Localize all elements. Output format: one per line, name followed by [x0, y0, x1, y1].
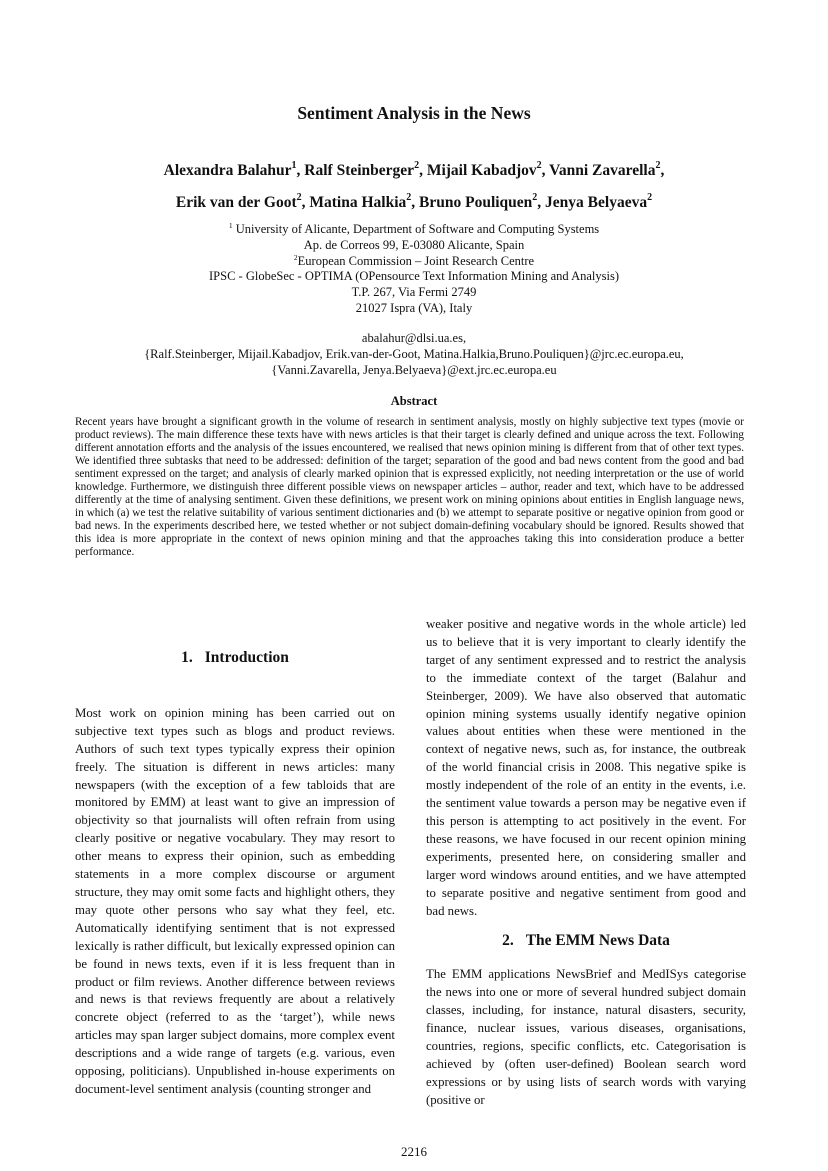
abstract-heading: Abstract	[390, 394, 438, 408]
author-name: Vanni Zavarella	[549, 162, 656, 179]
affiliation-1-address: Ap. de Correos 99, E-03080 Alicante, Spain	[303, 237, 525, 252]
affiliation-mark: 2	[293, 252, 298, 262]
email-block	[40, 331, 788, 378]
author-affiliation-mark: 2	[414, 160, 420, 171]
affiliation-2-address-line-2: 21027 Ispra (VA), Italy	[355, 300, 473, 315]
right-column	[426, 616, 746, 1110]
email-line-1: abalahur@dlsi.ua.es,	[361, 331, 467, 345]
author-separator: ,	[301, 194, 310, 211]
affiliations	[60, 222, 768, 317]
introduction-paragraph: Most work on opinion mining has been carried out on subjective text types such as blogs and product reviews. Authors of such text types typically express their opinion freely. The situation is different in news articles: many newspapers (with the exception of a few tabloids that are monitored by EMM) at least want to give an impression of objectivity so that journalists will often refrain from using clearly positive or negative vocabulary. They may resort to other means to express their opinion, such as embedding statements in a more complex discourse or argument structure, they may omit some facts and highlight others, they may quote other persons who say what they feel, etc. Automatically identifying sentiment that is not expressed lexically is rather difficult, but lexically expressed opinion can be found in news texts, even if it is less frequent than in product or film reviews. Another difference between reviews and news is that reviews frequently are about a relatively concrete object (referred to as the ‘target’), while news articles may span larger subject domains, more complex event descriptions and a wide range of targets (e.g. various, even opposing, politicians). Unpublished in-house experiments on document-level sentiment analysis (counting stronger and	[75, 705, 395, 1096]
abstract-text: Recent years have brought a significant growth in the volume of research in sentiment analysis, mostly on highly subjective text types (movie or product reviews). The main difference these texts have with news articles is that their target is clearly defined and unique across the text. Following different annotation efforts and the analysis of the issues encountered, we realised that news opinion mining is different from that of other text types. We identified three subtasks that need to be addressed: definition of the target; separation of the good and bad news content from the good and bad sentiment expressed on the target; and analysis of clearly marked opinion that is expressed explicitly, not needing interpretation or the use of world knowledge. Furthermore, we distinguish three different possible views on newspaper articles – author, reader and text, which have to be addressed differently at the time of analysing sentiment. Given these definitions, we present work on mining opinions about entities in English language news, in which (a) we test the relative suitability of various sentiment dictionaries and (b) we attempt to separate positive or negative opinion from good or bad news. In the experiments described here, we tested whether or not subject domain-defining vocabulary should be ignored. Results showed that this idea is more appropriate in the context of news opinion mining and that the approaches taking this into consideration produce a better performance.	[75, 416, 744, 559]
author	[164, 162, 305, 179]
affiliation-name: European Commission – Joint Research Centre	[297, 253, 535, 268]
left-column	[75, 616, 395, 1099]
author-affiliation-mark: 2	[406, 192, 412, 203]
author-name: Erik van der Goot	[175, 194, 297, 211]
section-heading-introduction	[75, 649, 395, 667]
author-separator: ,	[296, 162, 305, 179]
author-name: Matina Halkia	[309, 194, 407, 211]
section-heading-emm-news-data	[426, 932, 746, 950]
section-title: Introduction	[204, 649, 289, 666]
section-number: 1.	[181, 649, 193, 666]
author-line-2	[60, 187, 768, 219]
author	[545, 194, 652, 211]
author	[176, 194, 309, 211]
author-name: Ralf Steinberger	[304, 162, 415, 179]
author-list	[60, 155, 768, 219]
author	[427, 162, 549, 179]
affiliation-1	[60, 222, 768, 238]
email-line-2: {Ralf.Steinberger, Mijail.Kabadjov, Erik.van-der-Goot, Matina.Halkia,Bruno.Pouliquen}@jrc.ec.europa.eu,	[144, 346, 684, 361]
author-separator: ,	[541, 162, 550, 179]
emm-news-data-paragraph: The EMM applications NewsBrief and MedISys categorise the news into one or more of several hundred subject domain classes, including, for instance, natural disasters, security, finance, nuclear issues, various diseases, organisations, countries, regions, specific conflicts, etc. Categorisation is achieved by (often user-defined) Boolean search word expressions or by using lists of search words with varying (positive or	[426, 967, 746, 1107]
author-name: Mijail Kabadjov	[426, 162, 537, 179]
affiliation-mark: 1	[228, 221, 233, 230]
author-separator: ,	[411, 194, 420, 211]
author-affiliation-mark: 2	[296, 192, 302, 203]
author-affiliation-mark: 2	[536, 160, 542, 171]
paper-title: Sentiment Analysis in the News	[297, 103, 531, 123]
author-affiliation-mark: 1	[291, 160, 297, 171]
affiliation-2-unit: IPSC - GlobeSec - OPTIMA (OPensource Text Information Mining and Analysis)	[209, 269, 619, 284]
author-name: Alexandra Balahur	[163, 162, 292, 179]
author-separator: ,	[537, 194, 546, 211]
author-separator: ,	[660, 162, 665, 179]
author-affiliation-mark: 2	[647, 192, 653, 203]
author-name: Bruno Pouliquen	[419, 194, 533, 211]
section-title: The EMM News Data	[525, 932, 670, 950]
author-affiliation-mark: 2	[655, 160, 661, 171]
author	[419, 194, 545, 211]
email-line-3: {Vanni.Zavarella, Jenya.Belyaeva}@ext.jrc.ec.europa.eu	[271, 362, 557, 377]
introduction-paragraph-continued: weaker positive and negative words in the whole article) led us to believe that it is very important to clearly identify the target of any sentiment expressed and to restrict the analysis to the immediate context of the target (Balahur and Steinberger, 2009). We have also observed that automatic opinion mining systems usually identify negative opinion values about entities when these were mentioned in the context of negative news, such as, for instance, the outbreak of the world financial crisis in 2008. This negative spike is mostly independent of the role of an entity in the events, i.e. the sentiment value towards a person may be negative even if this person is attempting to act positively in the event. For these reasons, we have focused in our recent opinion mining experiments, presented here, on considering smaller and larger word windows around entities, and we have attempted to separate positive and negative sentiment from good and bad news.	[426, 617, 746, 918]
affiliation-2-address-line-1: T.P. 267, Via Fermi 2749	[351, 285, 477, 300]
affiliation-name: University of Alicante, Department of Software and Computing Systems	[235, 222, 600, 236]
author-line-1	[60, 155, 768, 187]
section-number: 2.	[502, 932, 514, 950]
author	[304, 162, 427, 179]
affiliation-2	[60, 254, 768, 270]
author-affiliation-mark: 2	[532, 192, 538, 203]
author-name: Jenya Belyaeva	[545, 194, 648, 211]
author-separator: ,	[419, 162, 427, 179]
author	[549, 162, 664, 179]
page-number: 2216	[401, 1144, 427, 1159]
author	[309, 194, 419, 211]
